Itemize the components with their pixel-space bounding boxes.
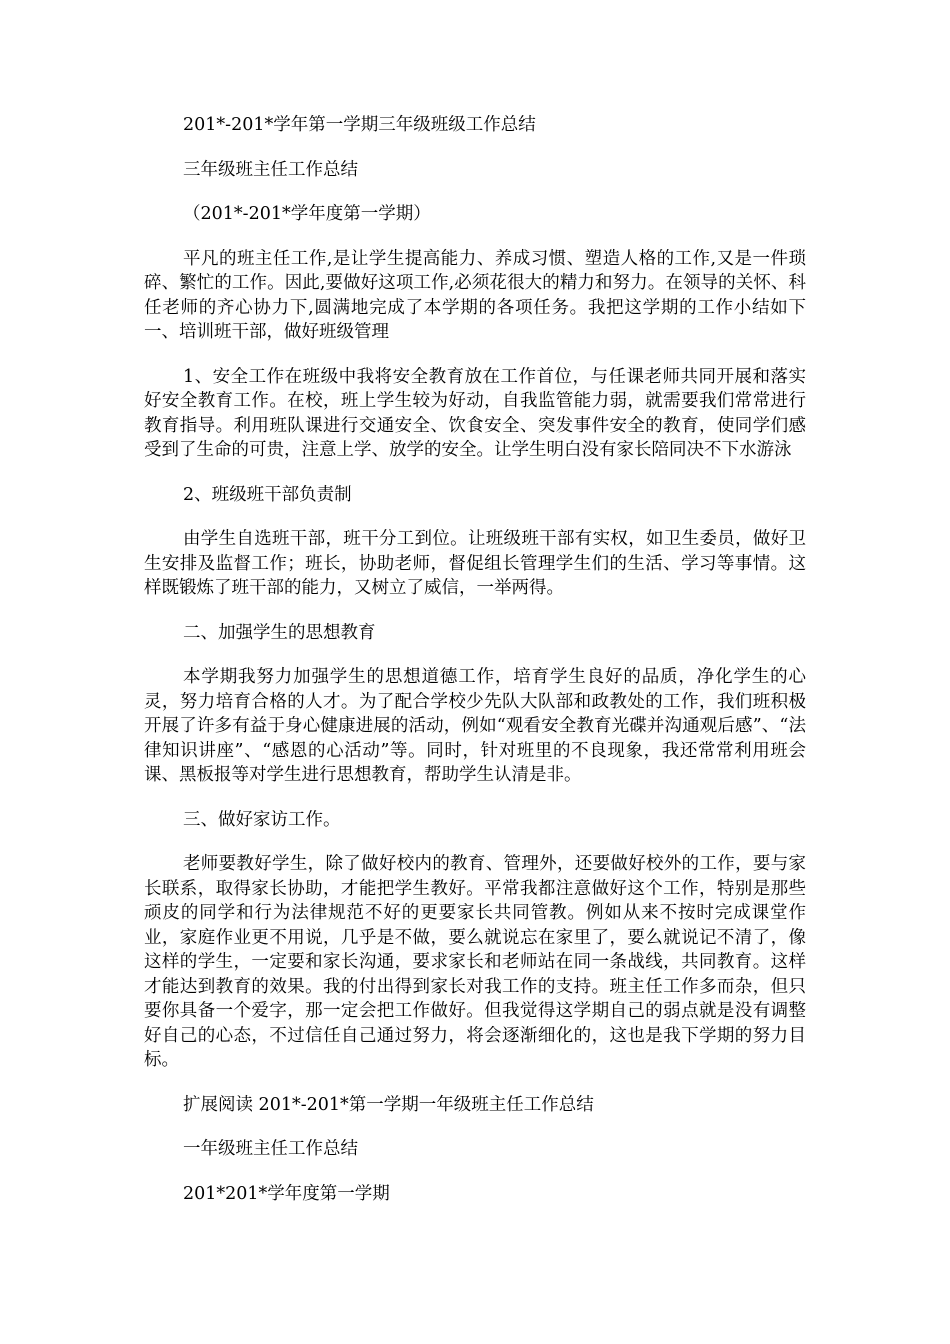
paragraph-intro: 平凡的班主任工作,是让学生提高能力、养成习惯、塑造人格的工作,又是一件琐碎、繁忙的工作。因此,要做好这项工作,必须花很大的精力和努力。在领导的关怀、科任老师的齐心协力下,圆满地完成了本学期的各项任务。我把这学期的工作小结如下一、培训班干部，做好班级管理 <box>144 248 806 342</box>
extended-reading-term: 201*201*学年度第一学期 <box>183 1183 390 1204</box>
section-heading-ideology: 二、加强学生的思想教育 <box>183 622 376 643</box>
paragraph-cadre: 由学生自选班干部，班干分工到位。让班级班干部有实权，如卫生委员，做好卫生安排及监督工作；班长，协助老师，督促组长管理学生们的生活、学习等事情。这样既锻炼了班干部的能力，又树立了威信，一举两得。 <box>144 529 806 598</box>
paragraph-home-visits: 老师要教好学生，除了做好校内的教育、管理外，还要做好校外的工作，要与家长联系，取得家长协助，才能把学生教好。平常我都注意做好这个工作，特别是那些顽皮的同学和行为法律规范不好的更要家长共同管教。例如从来不按时完成课堂作业，家庭作业更不用说，几乎是不做，要么就说忘在家里了，要么就说记不清了，像这样的学生，一定要和家长沟通，要求家长和老师站在同一条战线，共同教育。这样才能达到教育的效果。我的付出得到家长对我工作的支持。班主任工作多而杂，但只要你具备一个爱字，那一定会把工作做好。但我觉得这学期自己的弱点就是没有调整好自己的心态，不过信任自己通过努力，将会逐渐细化的，这也是我下学期的努力目标。 <box>144 854 806 1070</box>
document-term: （201*-201*学年度第一学期） <box>183 204 431 224</box>
extended-reading-subtitle: 一年级班主任工作总结 <box>183 1139 358 1159</box>
document-subtitle: 三年级班主任工作总结 <box>183 159 358 180</box>
section-heading-home-visits: 三、做好家访工作。 <box>183 809 341 830</box>
paragraph-safety: 1、安全工作在班级中我将安全教育放在工作首位，与任课老师共同开展和落实好安全教育工作。在校，班上学生较为好动，自我监管能力弱，就需要我们常常进行教育指导。利用班队课进行交通安全、饮食安全、突发事件安全的教育，使同学们感受到了生命的可贵，注意上学、放学的安全。让学生明白没有家长陪同决不下水游泳 <box>144 366 806 460</box>
document-title: 201*-201*学年第一学期三年级班级工作总结 <box>183 115 536 135</box>
section-heading-cadre: 2、班级班干部负责制 <box>183 484 352 505</box>
document-page <box>144 113 806 1206</box>
paragraph-ideology: 本学期我努力加强学生的思想道德工作，培育学生良好的品质，净化学生的心灵，努力培育合格的人才。为了配合学校少先队大队部和政教处的工作，我们班积极开展了许多有益于身心健康进展的活动，例如“观看安全教育光碟并沟通观后感”、“法律知识讲座”、“感恩的心活动”等。同时，针对班里的不良现象，我还常常利用班会课、黑板报等对学生进行思想教育，帮助学生认清是非。 <box>144 667 806 785</box>
extended-reading-heading: 扩展阅读 201*-201*第一学期一年级班主任工作总结 <box>183 1094 594 1115</box>
